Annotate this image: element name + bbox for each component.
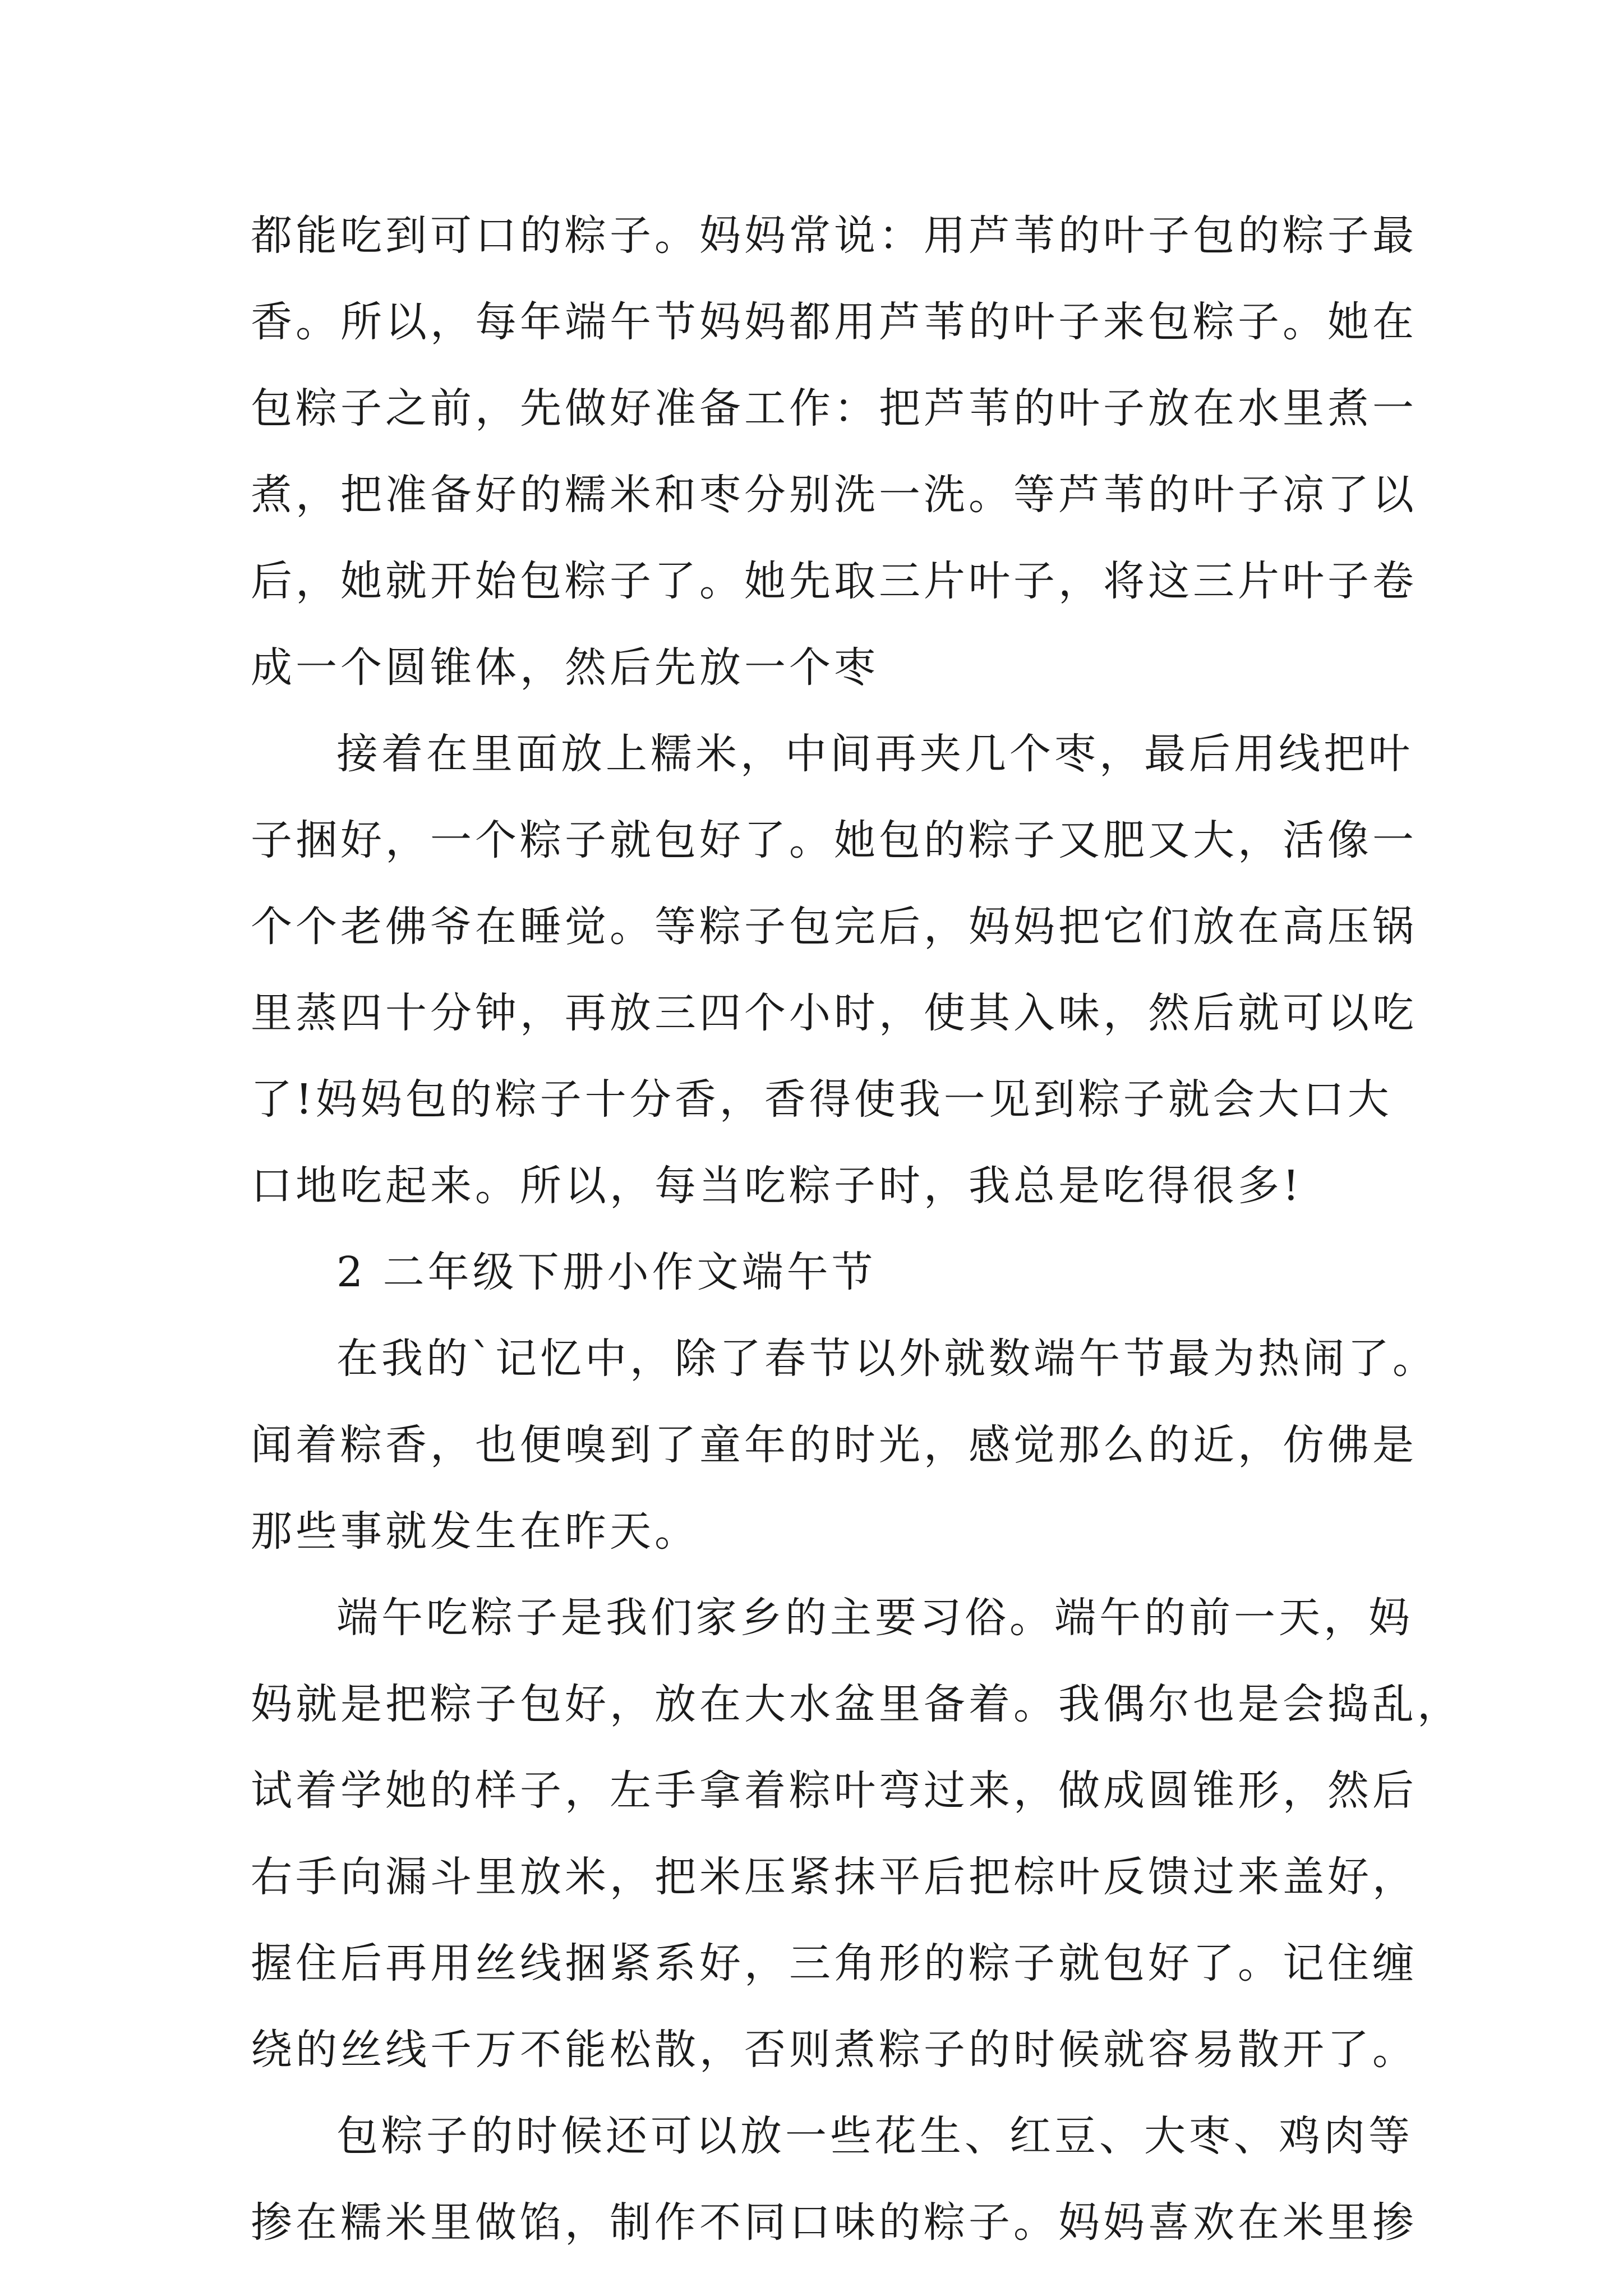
text-line: 里蒸四十分钟，再放三四个小时，使其入味，然后就可以吃: [251, 989, 1417, 1037]
text-line: 右手向漏斗里放米，把米压紧抹平后把棕叶反馈过来盖好，: [251, 1853, 1417, 1901]
text-line: 了!妈妈包的粽子十分香，香得使我一见到粽子就会大口大: [251, 1075, 1393, 1124]
text-line: 煮，把准备好的糯米和枣分别洗一洗。等芦苇的叶子凉了以: [251, 471, 1417, 519]
text-line: 包粽子之前，先做好准备工作：把芦苇的叶子放在水里煮一: [251, 384, 1417, 432]
paragraph-first-line: 在我的`记忆中，除了春节以外就数端午节最为热闹了。: [336, 1335, 1437, 1383]
text-line: 试着学她的样子，左手拿着粽叶弯过来，做成圆锥形，然后: [251, 1766, 1417, 1815]
text-line: 个个老佛爷在睡觉。等粽子包完后，妈妈把它们放在高压锅: [251, 903, 1417, 951]
text-line: 成一个圆锥体，然后先放一个枣: [251, 643, 879, 692]
text-line: 妈就是把粽子包好，放在大水盆里备着。我偶尔也是会捣乱，: [251, 1680, 1462, 1728]
paragraph-first-line: 接着在里面放上糯米，中间再夹几个枣，最后用线把叶: [336, 730, 1413, 778]
text-line: 闻着粽香，也便嗅到了童年的时光，感觉那么的近，仿佛是: [251, 1421, 1417, 1469]
text-line: 香。所以，每年端午节妈妈都用芦苇的叶子来包粽子。她在: [251, 298, 1417, 346]
text-line: 口地吃起来。所以，每当吃粽子时，我总是吃得很多!: [251, 1162, 1303, 1210]
text-line: 后，她就开始包粽子了。她先取三片叶子，将这三片叶子卷: [251, 557, 1417, 605]
text-line: 绕的丝线千万不能松散，否则煮粽子的时候就容易散开了。: [251, 2026, 1417, 2074]
section-heading: 2 二年级下册小作文端午节: [336, 1248, 877, 1296]
text-line: 那些事就发生在昨天。: [251, 1507, 699, 1556]
text-line: 握住后再用丝线捆紧系好，三角形的粽子就包好了。记住缠: [251, 1939, 1417, 1987]
paragraph-first-line: 端午吃粽子是我们家乡的主要习俗。端午的前一天，妈: [336, 1594, 1413, 1642]
text-line: 掺在糯米里做馅，制作不同口味的粽子。妈妈喜欢在米里掺: [251, 2198, 1417, 2247]
text-line: 子捆好，一个粽子就包好了。她包的粽子又肥又大，活像一: [251, 816, 1417, 864]
paragraph-first-line: 包粽子的时候还可以放一些花生、红豆、大枣、鸡肉等: [336, 2112, 1413, 2160]
text-line: 都能吃到可口的粽子。妈妈常说：用芦苇的叶子包的粽子最: [251, 211, 1417, 260]
